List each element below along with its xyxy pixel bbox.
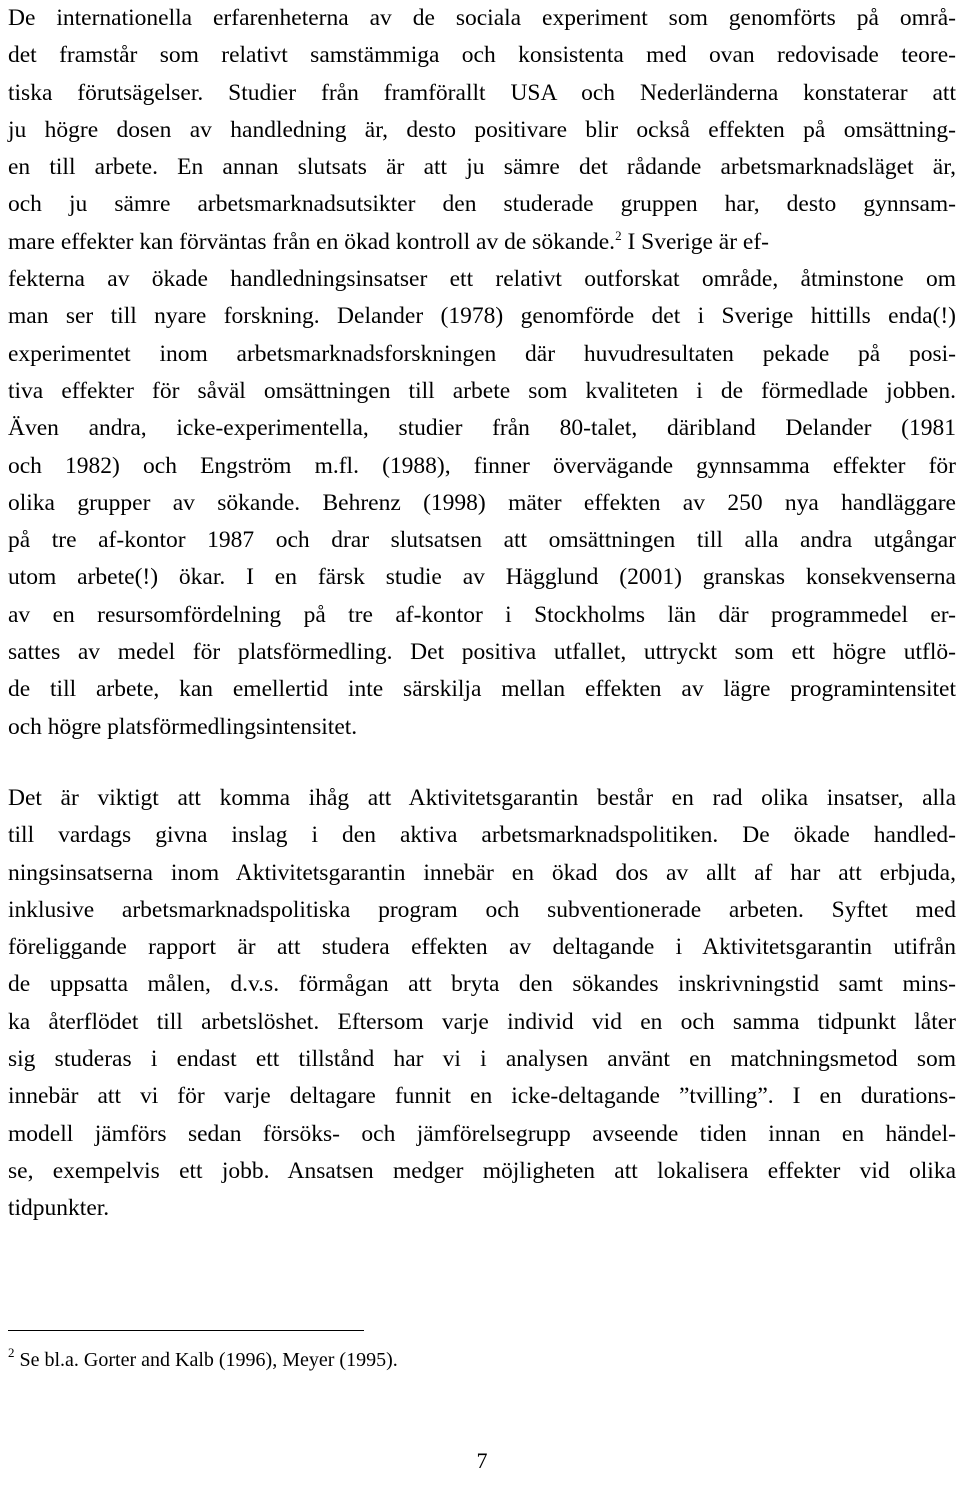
footnote-separator (8, 1330, 364, 1331)
text-line: och ju sämre arbetsmarknadsutsikter den studerade gruppen har, desto gynnsam- (8, 191, 956, 218)
text-line: De internationella erfarenheterna av de sociala experiment som genomförts på områ- (8, 5, 956, 31)
text-line: på tre af-kontor 1987 och drar slutsatsen att omsättningen till alla andra utgångar (8, 527, 956, 554)
text-segment: mare effekter kan förväntas från en ökad kontroll av de sökande. (8, 228, 616, 255)
text-line: föreliggande rapport är att studera effekten av deltagande i Aktivitetsgarantin utifrån (8, 934, 956, 961)
body-paragraph-1 (8, 0, 956, 746)
text-line: olika grupper av sökande. Behrenz (1998) mäter effekten av 250 nya handläggare (8, 489, 956, 516)
text-line: innebär att vi för varje deltagare funnit en icke-deltagande ”tvilling”. I en durations- (8, 1083, 956, 1110)
text-line: se, exempelvis ett jobb. Ansatsen medger möjligheten att lokalisera effekter vid olika (8, 1157, 956, 1184)
body-paragraph-2 (8, 780, 956, 1228)
text-line: experimentet inom arbetsmarknadsforskningen där huvudresultaten pekade på posi- (8, 340, 956, 367)
text-line: och högre platsförmedlingsintensitet. (8, 713, 358, 740)
text-line: ningsinsatserna inom Aktivitetsgarantin innebär en ökad dos av allt af har att erbjuda, (8, 859, 956, 886)
footnote (8, 1347, 398, 1373)
text-line: tiska förutsägelser. Studier från framförallt USA och Nederländerna konstaterar att (8, 79, 956, 106)
text-segment: I Sverige är ef- (621, 228, 770, 255)
text-line: sig studeras i endast ett tillstånd har vi i analysen använt en matchningsmetod som (8, 1046, 956, 1073)
page-number: 7 (476, 1448, 488, 1473)
text-line: en till arbete. En annan slutsats är att ju sämre det rådande arbetsmarknadsläget är, (8, 154, 956, 181)
text-line-with-footnote (8, 224, 956, 261)
text-line: till vardags givna inslag i den aktiva arbetsmarknadspolitiken. De ökade handled- (8, 822, 956, 849)
text-line: de till arbete, kan emellertid inte särskilja mellan effekten av lägre programintensitet (8, 676, 956, 703)
text-line: tidpunkter. (8, 1195, 110, 1222)
footnote-text: Se bl.a. Gorter and Kalb (1996), Meyer (1995). (14, 1349, 398, 1371)
text-line: fekterna av ökade handledningsinsatser ett relativt outforskat område, åtminstone om (8, 266, 956, 293)
text-line: ka återflödet till arbetslöshet. Eftersom varje individ vid en och samma tidpunkt låter (8, 1008, 956, 1035)
footnote-reference: 2 (615, 227, 622, 243)
text-line: Det är viktigt att komma ihåg att Aktivitetsgarantin består en rad olika insatser, alla (8, 785, 956, 811)
text-line: ju högre dosen av handledning är, desto positivare blir också effekten på omsättning- (8, 116, 956, 143)
text-line: utom arbete(!) ökar. I en färsk studie av Hägglund (2001) granskas konsekvenserna (8, 564, 956, 591)
text-line: av en resursomfördelning på tre af-kontor i Stockholms län där programmedel er- (8, 601, 956, 628)
text-line: det framstår som relativt samstämmiga och konsistenta med ovan redovisade teore- (8, 42, 956, 69)
text-line: Även andra, icke-experimentella, studier från 80-talet, däribland Delander (1981 (8, 415, 956, 442)
text-line: tiva effekter för såväl omsättningen till arbete som kvaliteten i de förmedlade jobben. (8, 377, 956, 404)
text-line: inklusive arbetsmarknadspolitiska program och subventionerade arbeten. Syftet med (8, 896, 956, 923)
text-line: modell jämförs sedan försöks- och jämförelsegrupp avseende tiden innan en händel- (8, 1120, 956, 1147)
text-line: de uppsatta målen, d.v.s. förmågan att bryta den sökandes inskrivningstid samt mins- (8, 971, 956, 998)
text-line: och 1982) och Engström m.fl. (1988), finner övervägande gynnsamma effekter för (8, 452, 956, 479)
text-line: sattes av medel för platsförmedling. Det positiva utfallet, uttryckt som ett högre utflö- (8, 639, 956, 666)
text-line: man ser till nyare forskning. Delander (1978) genomförde det i Sverige hittills enda(!) (8, 303, 956, 330)
footnote-number: 2 (8, 1345, 15, 1360)
